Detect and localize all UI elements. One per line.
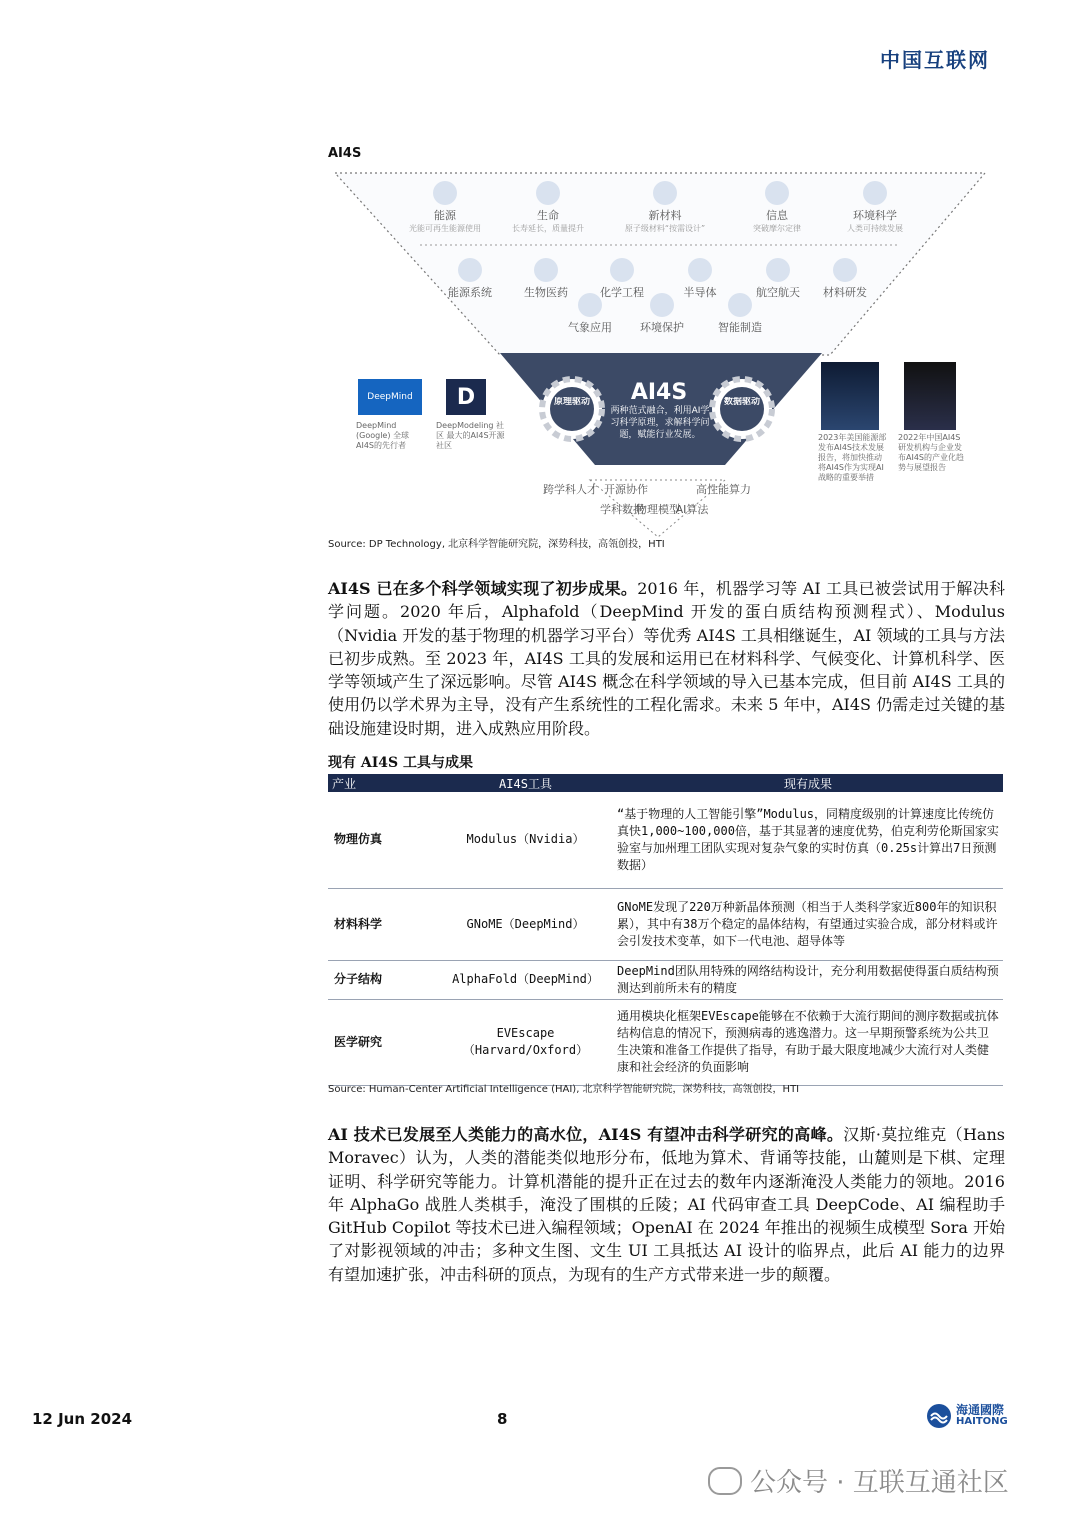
table-row <box>328 960 1003 999</box>
mid-row-item-label: 航空航天 <box>756 286 800 299</box>
paragraph-2-lead: AI 技术已发展至人类能力的高水位，AI4S 有望冲击科学研究的高峰。 <box>328 1125 844 1144</box>
bottom-item-1: 学科数据 <box>600 503 644 516</box>
rocket-icon <box>766 258 790 282</box>
table-row <box>328 888 1003 960</box>
paragraph-1-lead: AI4S 已在多个科学领域实现了初步成果。 <box>328 579 638 598</box>
row-industry: 材料科学 <box>328 888 438 960</box>
molecule-icon <box>653 181 677 205</box>
row-result: GNoME发现了220万种新晶体预测（相当于人类科学家近800年的知识积累），其中有38万个稳定的晶体结构，有望通过实验合成，部分材料或许会引发技术变革，如下一代电池、超导体等 <box>613 888 1003 960</box>
mid-row2-item-label: 智能制造 <box>718 321 762 334</box>
row-result: “基于物理的人工智能引擎”Modulus，同精度级别的计算速度比传统仿真快1,000~100,000倍，基于其显著的速度优势，伯克利劳伦斯国家实验室与加州理工团队实现对复杂气象的实时仿真（0.25s计算出7日预测数据） <box>613 792 1003 888</box>
cloud-icon <box>578 293 602 317</box>
col-header-industry: 产业 <box>328 774 438 792</box>
top-row-item-sublabel: 原子级材料“按需设计” <box>624 224 706 233</box>
page-number: 8 <box>497 1410 508 1428</box>
mid-row-item-label: 半导体 <box>683 286 717 299</box>
haitong-logo <box>926 1403 1008 1429</box>
footer-date: 12 Jun 2024 <box>32 1410 133 1428</box>
deepmind-logo: DeepMind <box>358 379 422 415</box>
top-row-item-sublabel: 长寿延长，质量提升 <box>512 224 584 233</box>
table-row <box>328 999 1003 1085</box>
figure-source: Source: DP Technology, 北京科学智能研究院，深势科技，高瓴创投，HTI <box>328 539 665 550</box>
bottom-right-label: 高性能算力 <box>696 483 751 496</box>
brand-title: 中国互联网 <box>880 48 990 72</box>
gear-left-label: 原理驱动 <box>553 397 590 407</box>
row-tool: AlphaFold（DeepMind） <box>438 960 613 999</box>
mid-row-item-label: 生物医药 <box>524 286 568 299</box>
haitong-logo-icon <box>926 1403 952 1429</box>
paragraph-2 <box>328 1123 1005 1286</box>
paragraph-1 <box>328 577 1005 740</box>
center-title: AI4S <box>630 380 688 405</box>
top-row-item-sublabel: 人类可持续发展 <box>847 224 903 233</box>
wechat-icon <box>708 1467 742 1495</box>
brain-icon <box>536 181 560 205</box>
logo-en: HAITONG <box>956 1416 1008 1427</box>
bottom-left-label: 跨学科人才 <box>543 483 598 496</box>
watermark-text: 公众号 · 互联互通社区 <box>750 1468 1009 1498</box>
col-header-result: 现有成果 <box>613 774 1003 792</box>
recycle-icon <box>863 181 887 205</box>
row-result: DeepMind团队用特殊的网络结构设计，充分利用数据使得蛋白质结构预测达到前所未有的精度 <box>613 960 1003 999</box>
report-cover-1 <box>821 362 879 430</box>
top-row-item-label: 生命 <box>537 209 559 222</box>
pill-icon <box>534 258 558 282</box>
row-industry: 分子结构 <box>328 960 438 999</box>
ai4s-tools-table <box>328 774 1003 1086</box>
bottom-item-2: 物理模型 <box>636 503 680 516</box>
row-industry: 医学研究 <box>328 999 438 1085</box>
table-title: 现有 AI4S 工具与成果 <box>328 755 474 771</box>
gear-right-label: 数据驱动 <box>723 397 760 407</box>
table-source: Source: Human-Center Artificial Intelligence (HAI), 北京科学智能研究院，深势科技，高瓴创投，HTI <box>328 1084 800 1095</box>
table-row <box>328 792 1003 888</box>
lattice-icon <box>833 258 857 282</box>
report-cover-2 <box>904 362 956 430</box>
watermark <box>708 1462 1009 1499</box>
semiconductor-icon <box>688 258 712 282</box>
center-desc: 两种范式融合，利用AI学习科学原理，求解科学问题，赋能行业发展。 <box>610 406 710 440</box>
fan-icon <box>650 293 674 317</box>
mid-row2-item-label: 气象应用 <box>568 321 612 334</box>
bottom-mid-label: 开源协作 <box>604 483 648 496</box>
mid-row-item-label: 材料研发 <box>823 286 867 299</box>
top-row-item-label: 新材料 <box>648 209 682 222</box>
deepmodeling-caption: DeepModeling 社区 最大的AI4S开源社区 <box>436 421 505 450</box>
mid-row-item-label: 化学工程 <box>600 286 644 299</box>
ai4s-diagram <box>330 165 990 540</box>
top-row-item-label: 环境科学 <box>853 209 897 222</box>
top-row-item-sublabel: 突破摩尔定律 <box>753 224 801 233</box>
robot-arm-icon <box>728 293 752 317</box>
row-tool: EVEscape（Harvard/Oxford） <box>438 999 613 1085</box>
logo-cn: 海通國際 <box>956 1403 1005 1417</box>
mid-row2-item-label: 环境保护 <box>640 321 684 334</box>
lightbulb-icon <box>433 181 457 205</box>
report-caption-2: 2022年中国AI4S研发机构与企业发布AI4S的产业化趋势与展望报告 <box>898 433 964 472</box>
top-row-item-sublabel: 光能可再生能源使用 <box>409 224 481 233</box>
deepmind-caption: DeepMind (Google) 全球AI4S的先行者 <box>356 421 409 450</box>
row-industry: 物理仿真 <box>328 792 438 888</box>
top-row-item-label: 能源 <box>434 209 456 222</box>
bottom-item-3: AI算法 <box>675 503 709 516</box>
row-tool: GNoME（DeepMind） <box>438 888 613 960</box>
row-result: 通用模块化框架EVEscape能够在不依赖于大流行期间的测序数据或抗体结构信息的情况下，预测病毒的逃逸潜力。这一早期预警系统为公共卫生决策和准备工作提供了指导，有助于最大限度地减少大流行对人类健康和社会经济的负面影响 <box>613 999 1003 1085</box>
deepmodeling-logo: D <box>446 379 486 415</box>
mid-row-item-label: 能源系统 <box>448 286 492 299</box>
report-caption-1: 2023年美国能源部发布AI4S技术发展报告，将加快推动将AI4S作为实现AI战略的重要举措 <box>818 433 887 482</box>
paragraph-1-body: 2016 年，机器学习等 AI 工具已被尝试用于解决科学问题。2020 年后，Alphafold（DeepMind 开发的蛋白质结构预测程式）、Modulus（Nvidia 开发的基于物理的机器学习平台）等优秀 AI4S 工具相继诞生，AI 领域的工具与方法已初步成熟。至 2023 年，AI4S 工具的发展和运用已在材料科学、气候变化、计算机科学、医学等领域产生了深远影响。尽管 AI4S 概念在科学领域的导入已基本完成，但目前 AI4S 工具的使用仍以学术界为主导，没有产生系统性的工程化需求。未来 5 年中，AI4S 仍需走过关键的基础设施建设时期，进入成熟应用阶段。 <box>328 579 1005 738</box>
paragraph-2-body: 汉斯·莫拉维克（Hans Moravec）认为，人类的潜能类似地形分布，低地为算术、背诵等技能，山麓则是下棋、定理证明、科学研究等能力。计算机潜能的提升正在过去的数年内逐渐淹没人类能力的领地。2016 年 AlphaGo 战胜人类棋手，淹没了围棋的丘陵；AI 代码审查工具 DeepCode、AI 编程助手 GitHub Copilot 等技术已进入编程领域；OpenAI 在 2024 年推出的视频生成模型 Sora 开始了对影视领域的冲击；多种文生图、文生 UI 工具抵达 AI 设计的临界点，此后 AI 能力的边界有望加速扩张，冲击科研的顶点，为现有的生产方式带来进一步的颠覆。 <box>328 1125 1005 1284</box>
row-tool: Modulus（Nvidia） <box>438 792 613 888</box>
col-header-tool: AI4S工具 <box>438 774 613 792</box>
chip-icon <box>765 181 789 205</box>
battery-icon <box>458 258 482 282</box>
flask-icon <box>610 258 634 282</box>
top-row-item-label: 信息 <box>766 209 788 222</box>
figure-title: AI4S <box>328 146 362 161</box>
